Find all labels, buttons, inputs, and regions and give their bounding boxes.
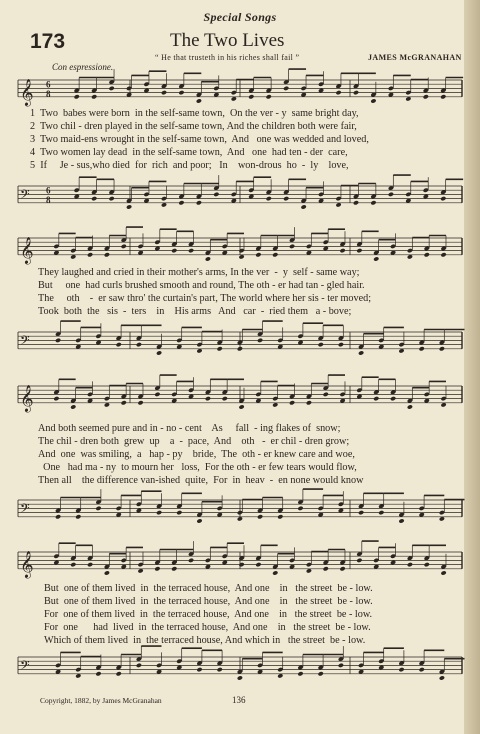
notehead <box>439 675 445 680</box>
time-signature: 6 <box>46 79 51 90</box>
notehead <box>74 94 80 99</box>
notehead <box>104 252 110 257</box>
tempo-marking: Con espressione. <box>52 62 114 72</box>
notehead <box>356 248 362 253</box>
notehead <box>373 396 379 401</box>
notehead <box>121 244 127 249</box>
notehead <box>171 566 177 571</box>
notehead <box>318 342 324 347</box>
notehead <box>297 671 303 676</box>
treble-clef-icon: 𝄞 <box>20 79 34 106</box>
verse-line: But one of them lived in the terraced house, And one in the street be - low. <box>44 596 373 607</box>
epigraph: “ He that trusteth in his riches shall fail ” <box>155 53 300 62</box>
notehead <box>222 396 228 401</box>
notehead <box>213 192 219 197</box>
verse-line: Which of them lived in the terraced house, And which in the street be - low. <box>44 635 366 646</box>
notehead <box>257 338 263 343</box>
verse-line: And one was smiling, a hap - py bride, The oth - er knew care and woe, <box>38 449 355 460</box>
treble-clef-icon: 𝄞 <box>20 551 34 578</box>
bass-clef-icon: 𝄢 <box>20 500 30 519</box>
notehead <box>423 94 429 99</box>
notehead <box>136 342 142 347</box>
notehead <box>109 86 115 91</box>
treble-clef-icon: 𝄞 <box>20 385 34 412</box>
bass-staff-1 <box>0 172 480 232</box>
notehead <box>217 667 223 672</box>
notehead <box>419 346 425 351</box>
time-signature: 8 <box>46 88 51 99</box>
notehead <box>178 200 184 205</box>
notehead <box>335 90 341 95</box>
verse-line: 5 If Je - sus,who died for rich and poor; In won-drous ho - ly love, <box>30 160 349 171</box>
notehead <box>424 252 430 257</box>
notehead <box>104 570 110 575</box>
notehead <box>289 244 295 249</box>
time-signature: 8 <box>46 194 51 205</box>
notehead <box>188 248 194 253</box>
verse-line: 3 Two maid-ens wrought in the self-same town, And one was wedded and loved, <box>30 134 369 145</box>
notehead <box>137 400 143 405</box>
notehead <box>109 196 115 201</box>
verse-line: 1 Two babes were born in the self-same town, On the ver - y same bright day, <box>30 108 359 119</box>
notehead <box>378 510 384 515</box>
notehead <box>440 196 446 201</box>
notehead <box>257 514 263 519</box>
notehead <box>356 558 362 563</box>
notehead <box>116 671 122 676</box>
notehead <box>306 400 312 405</box>
bass-staff-3 <box>0 486 480 546</box>
verse-line: The chil - dren both grew up a - pace, And oth - er chil - dren grow; <box>38 436 350 447</box>
notehead <box>205 396 211 401</box>
notehead <box>217 346 223 351</box>
notehead <box>272 570 278 575</box>
notehead <box>323 566 329 571</box>
verse-line: Then all the difference van-ished quite, For in heav - en none would know <box>38 475 364 486</box>
notehead <box>439 346 445 351</box>
notehead <box>407 562 413 567</box>
notehead <box>370 200 376 205</box>
hymn-number: 173 <box>30 30 66 53</box>
notehead <box>353 90 359 95</box>
verse-line: For one had lived in the terraced house, And one in the street be - low. <box>44 622 371 633</box>
notehead <box>205 256 211 261</box>
verse-line: Took both the sis - ters in His arms And car - ried them a - bove; <box>38 306 352 317</box>
bass-clef-icon: 𝄢 <box>20 186 30 205</box>
notehead <box>370 98 376 103</box>
notehead <box>398 518 404 523</box>
verse-line: And both seemed pure and in - no - cent As fall - ing flakes of snow; <box>38 423 341 434</box>
notehead <box>419 667 425 672</box>
notehead <box>55 338 61 343</box>
notehead <box>266 94 272 99</box>
notehead <box>176 510 182 515</box>
notehead <box>289 400 295 405</box>
verse-line: One had ma - ny to mourn her loss, For the oth - er few tears would flow, <box>38 462 357 473</box>
verse-line: They laughed and cried in their mother's arms, In the ver - y self - same way; <box>38 267 360 278</box>
bass-staff-2 <box>0 318 480 378</box>
treble-clef-icon: 𝄞 <box>20 237 34 264</box>
notehead <box>272 252 278 257</box>
notehead <box>126 204 132 209</box>
notehead <box>297 506 303 511</box>
notehead <box>407 404 413 409</box>
verse-line: The oth - er saw thro' the curtain's part, The world where her sis - ter moved; <box>38 293 372 304</box>
notehead <box>70 404 76 409</box>
verse-line: But one had curls brushed smooth and round, The oth - er had tan - gled hair. <box>38 280 365 291</box>
notehead <box>339 566 345 571</box>
bass-clef-icon: 𝄢 <box>20 657 30 676</box>
notehead <box>95 671 101 676</box>
notehead <box>283 196 289 201</box>
notehead <box>248 94 254 99</box>
notehead <box>156 510 162 515</box>
notehead <box>318 671 324 676</box>
notehead <box>238 404 244 409</box>
notehead <box>196 667 202 672</box>
notehead <box>353 200 359 205</box>
notehead <box>75 514 81 519</box>
notehead <box>196 518 202 523</box>
page-number: 136 <box>232 695 246 705</box>
copyright-notice: Copyright, 1882, by James McGranahan <box>40 696 162 705</box>
notehead <box>178 90 184 95</box>
notehead <box>154 392 160 397</box>
notehead <box>440 252 446 257</box>
notehead <box>358 510 364 515</box>
verse-line: But one of them lived in the terraced house, And one in the street be - low. <box>44 583 373 594</box>
notehead <box>301 204 307 209</box>
notehead <box>87 562 93 567</box>
notehead <box>196 98 202 103</box>
notehead <box>161 90 167 95</box>
notehead <box>196 200 202 205</box>
verse-line: 4 Two women lay dead in the self-same town, And one had ten - der care, <box>30 147 348 158</box>
notehead <box>87 252 93 257</box>
notehead <box>440 570 446 575</box>
notehead <box>424 562 430 567</box>
notehead <box>53 396 59 401</box>
notehead <box>390 396 396 401</box>
notehead <box>255 562 261 567</box>
bass-clef-icon: 𝄢 <box>20 332 30 351</box>
notehead <box>95 506 101 511</box>
notehead <box>238 562 244 567</box>
notehead <box>338 663 344 668</box>
notehead <box>70 562 76 567</box>
notehead <box>55 514 61 519</box>
notehead <box>91 196 97 201</box>
notehead <box>358 350 364 355</box>
notehead <box>440 94 446 99</box>
composer-credit: JAMES McGRANAHAN <box>368 53 462 62</box>
notehead <box>171 248 177 253</box>
notehead <box>338 342 344 347</box>
notehead <box>266 196 272 201</box>
verse-line: For one of them lived in the terraced house, And one in the street be - low. <box>44 609 373 620</box>
hymn-title: The Two Lives <box>170 30 285 51</box>
notehead <box>388 192 394 197</box>
notehead <box>121 400 127 405</box>
notehead <box>277 514 283 519</box>
notehead <box>339 248 345 253</box>
notehead <box>255 252 261 257</box>
notehead <box>398 667 404 672</box>
notehead <box>91 94 97 99</box>
notehead <box>237 346 243 351</box>
verse-line: 2 Two chil - dren played in the self-same town, And the children both were fair, <box>30 121 357 132</box>
notehead <box>188 558 194 563</box>
notehead <box>323 392 329 397</box>
notehead <box>283 86 289 91</box>
notehead <box>136 663 142 668</box>
time-signature: 6 <box>46 185 51 196</box>
notehead <box>156 350 162 355</box>
notehead <box>373 256 379 261</box>
bass-staff-4 <box>0 643 480 703</box>
section-title: Special Songs <box>203 10 277 24</box>
notehead <box>154 566 160 571</box>
notehead <box>116 342 122 347</box>
notehead <box>237 675 243 680</box>
